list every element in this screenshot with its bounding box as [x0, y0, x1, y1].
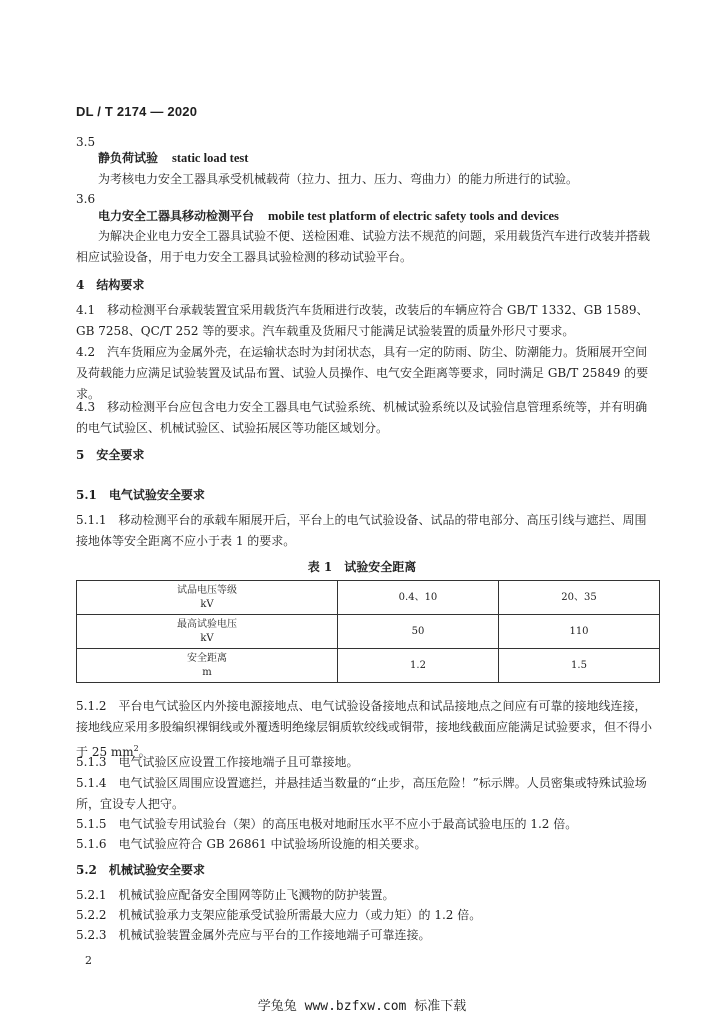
clause-5-1-4: 5.1.4 电气试验区周围应设置遮拦，并悬挂适当数量的“止步，高压危险！”标示牌。人员密集或特殊试验场所，宜设专人把守。 — [76, 776, 647, 811]
table-cell: 50 — [338, 615, 499, 649]
term-en: static load test — [172, 151, 249, 165]
table-cell: 1.2 — [338, 649, 499, 683]
term-3-6 — [98, 206, 658, 227]
table-row — [77, 615, 660, 649]
row-label-cell: 试品电压等级 kV — [77, 581, 338, 615]
clause-5-1-5: 5.1.5 电气试验专用试验台（架）的高压电极对地耐压水平不应小于最高试验电压的 1.2 倍。 — [76, 817, 578, 831]
clause-5-2-2: 5.2.2 机械试验承力支架应能承受试验所需最大应力（或力矩）的 1.2 倍。 — [76, 908, 482, 922]
clause-5-1-2: 5.1.2 平台电气试验区内外接电源接地点、电气试验设备接地点和试品接地点之间应有可靠的接地线连接，接地线应采用多股编织裸铜线或外覆透明绝缘层铜质软绞线或铜带，接地线截面应能满足试验要求，但不得小于 25 $mm^2$。 — [76, 699, 653, 759]
row-label-cell: 安全距离 m — [77, 649, 338, 683]
clause-number-3-5: 3.5 — [76, 135, 96, 149]
section-title-5-2: 5.2 机械试验安全要求 — [76, 863, 205, 877]
clause-4-3: 4.3 移动检测平台应包含电力安全工器具电气试验系统、机械试验系统以及试验信息管理系统等，并有明确的电气试验区、机械试验区、试验拓展区等功能区域划分。 — [76, 400, 648, 435]
table-cell: 1.5 — [499, 649, 660, 683]
clause-4-1: 4.1 移动检测平台承载装置宜采用载货汽车货厢进行改装，改装后的车辆应符合 GB/T 1332、GB 1589、GB 7258、QC/T 252 等的要求。汽车载重及货厢尺寸能满足试验装置的质量外形尺寸要求。 — [76, 303, 649, 338]
clause-4-2: 4.2 汽车货厢应为金属外壳，在运输状态时为封闭状态，具有一定的防雨、防尘、防潮能力。货厢展开空间及荷载能力应满足试验装置及试品布置、试验人员操作、电气安全距离等要求，同时满足 GB/T 25849 的要求。 — [76, 345, 649, 401]
section-title-4: 4 结构要求 — [76, 278, 145, 292]
clause-5-2-1: 5.2.1 机械试验应配备安全围网等防止飞溅物的防护装置。 — [76, 888, 395, 902]
clause-number-3-6: 3.6 — [76, 192, 96, 206]
clause-5-2-3: 5.2.3 机械试验装置金属外壳应与平台的工作接地端子可靠连接。 — [76, 928, 431, 942]
row-label-cell: 最高试验电压 kV — [77, 615, 338, 649]
safety-distance-table — [76, 580, 660, 683]
clause-5-1-1: 5.1.1 移动检测平台的承载车厢展开后，平台上的电气试验设备、试品的带电部分、高压引线与遮拦、周围接地体等安全距离不应小于表 1 的要求。 — [76, 513, 647, 548]
section-title-5-1: 5.1 电气试验安全要求 — [76, 488, 205, 502]
clause-5-1-3: 5.1.3 电气试验区应设置工作接地端子且可靠接地。 — [76, 755, 359, 769]
table-cell: 0.4、10 — [338, 581, 499, 615]
term-en: mobile test platform of electric safety tools and devices — [268, 209, 559, 223]
table-cell: 20、35 — [499, 581, 660, 615]
page-number: 2 — [85, 954, 92, 967]
definition-3-6: 为解决企业电力安全工器具试验不便、送检困难、试验方法不规范的问题，采用载货汽车进行改装并搭载相应试验设备，用于电力安全工器具试验检测的移动试验平台。 — [76, 229, 651, 264]
table-caption: 表 1 试验安全距离 — [307, 560, 417, 574]
table-cell: 110 — [499, 615, 660, 649]
clause-5-1-6: 5.1.6 电气试验应符合 GB 26861 中试验场所设施的相关要求。 — [76, 837, 427, 851]
term-cn: 静负荷试验 — [98, 151, 159, 165]
table-row — [77, 649, 660, 683]
section-title-5: 5 安全要求 — [76, 448, 145, 462]
table-row — [77, 581, 660, 615]
term-3-5 — [98, 148, 658, 169]
term-cn: 电力安全工器具移动检测平台 — [98, 209, 255, 223]
standard-code-header: DL / T 2174 — 2020 — [76, 104, 198, 119]
watermark-footer: 学兔兔 www.bzfxw.com 标准下载 — [257, 999, 467, 1014]
definition-3-5: 为考核电力安全工器具承受机械载荷（拉力、扭力、压力、弯曲力）的能力所进行的试验。 — [98, 172, 579, 186]
